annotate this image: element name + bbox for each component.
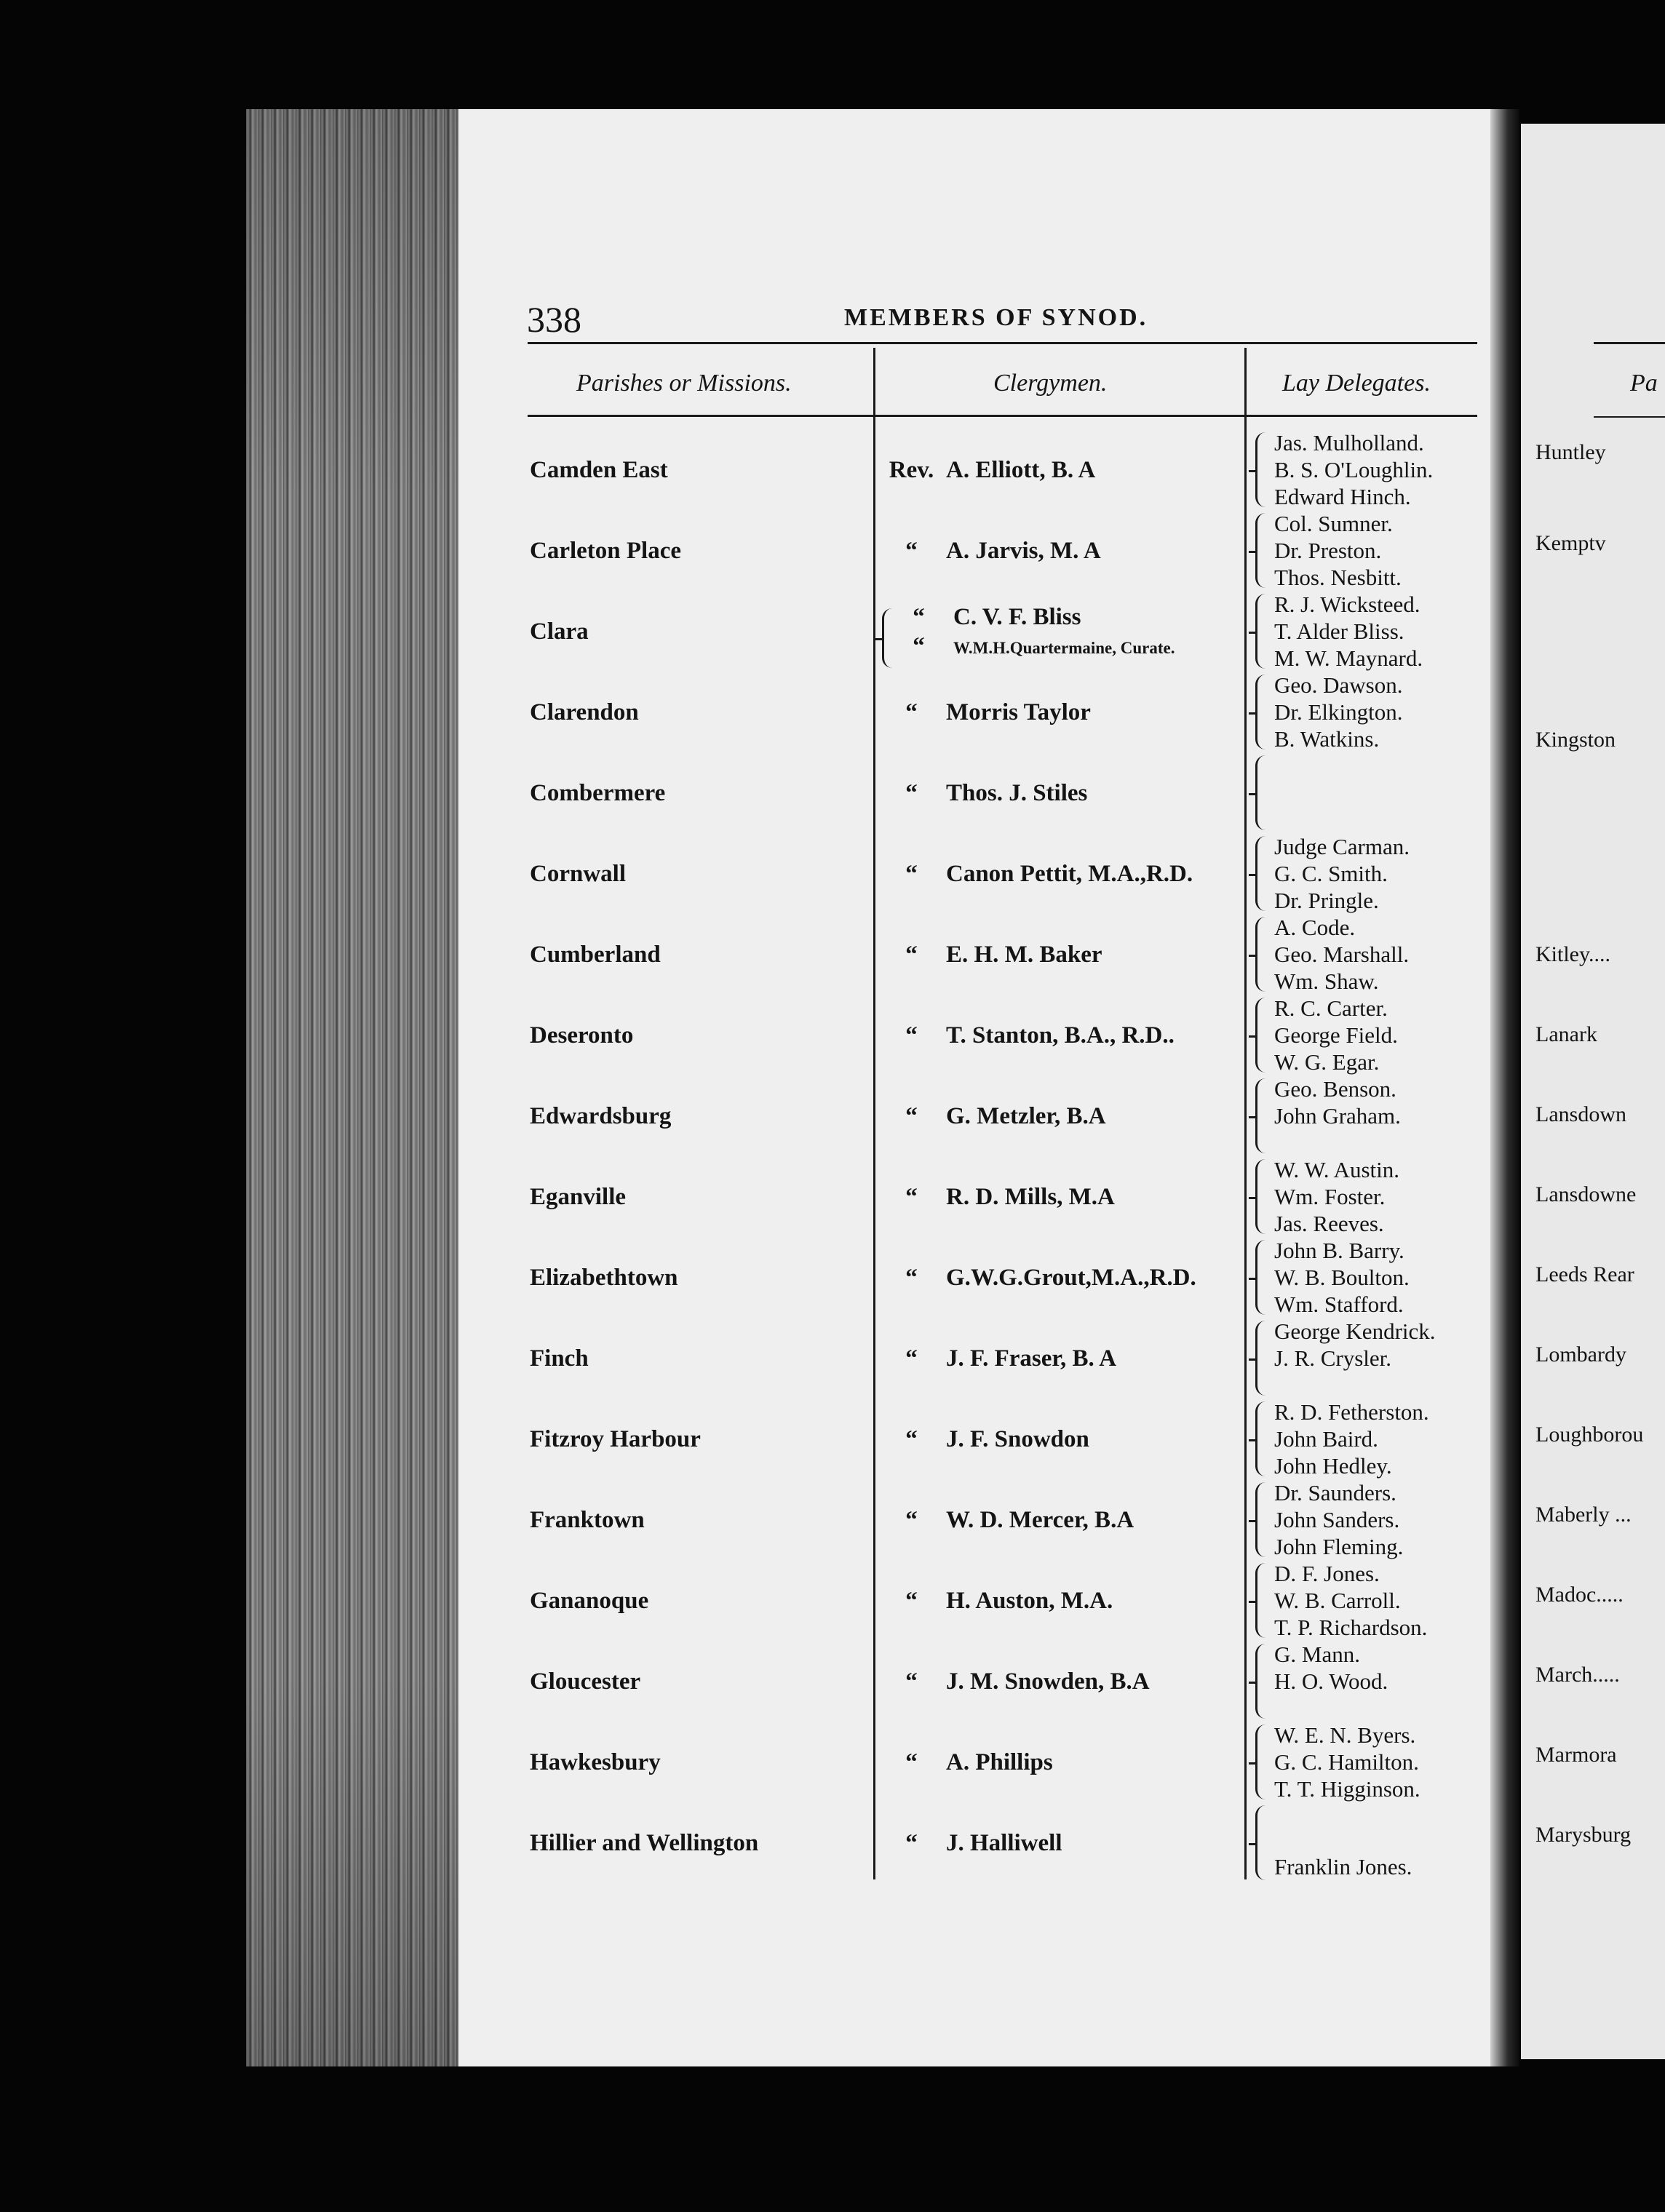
lay-delegate-group [1255, 1802, 1488, 1883]
clergy-prefix: “ [905, 942, 918, 968]
column-header-rule [528, 415, 1477, 417]
brace-icon [1255, 1321, 1269, 1396]
lay-delegate-name: John Graham. [1274, 1103, 1401, 1129]
clergy-prefix: “ [905, 538, 918, 564]
clergy-prefix: “ [905, 1265, 918, 1291]
page-edge-shadow [246, 109, 464, 2066]
clergy-name: R. D. Mills, M.A [946, 1184, 1119, 1210]
lay-delegate-group [1255, 1237, 1488, 1318]
adjacent-page-entry: Lansdowne [1535, 1182, 1637, 1206]
lay-delegate-name: Geo. Dawson. [1274, 672, 1403, 698]
lay-delegate-name: W. G. Egar. [1274, 1049, 1380, 1075]
clergy-entry [877, 1184, 1241, 1211]
parish-name: Clara [530, 618, 595, 645]
clergy-prefix: “ [913, 633, 925, 659]
adjacent-page-entry: March..... [1535, 1663, 1620, 1687]
clergy-entry [877, 1588, 1241, 1615]
lay-delegate-name: Col. Sumner. [1274, 511, 1393, 536]
parish-entry [530, 457, 872, 484]
clergy-name: G.W.G.Grout,M.A.,R.D. [946, 1265, 1201, 1291]
clergy-name: A. Jarvis, M. A [946, 538, 1105, 564]
column-header-clergymen: Clergymen. [993, 370, 1108, 397]
lay-delegate-group [1255, 995, 1488, 1075]
parish-entry [530, 1668, 872, 1695]
adjacent-page-rule-2 [1594, 416, 1665, 418]
parish-entry [530, 538, 872, 565]
clergy-name: E. H. M. Baker [946, 942, 1106, 968]
lay-delegate-name: John Sanders. [1274, 1507, 1400, 1532]
parish-entry [530, 780, 872, 807]
lay-delegate-name: Wm. Shaw. [1274, 968, 1379, 994]
clergy-name: W.M.H.Quartermaine, Curate. [953, 639, 1179, 657]
lay-delegate-name: G. Mann. [1274, 1642, 1360, 1667]
adjacent-page [1521, 124, 1665, 2059]
parish-name: Carleton Place [530, 538, 687, 564]
clergy-name: J. M. Snowden, B.A [946, 1668, 1154, 1695]
lay-delegate-name: Dr. Elkington. [1274, 699, 1403, 725]
lay-delegate-name: John B. Barry. [1274, 1238, 1404, 1263]
brace-icon [1255, 755, 1269, 830]
lay-delegate-group [1255, 510, 1488, 591]
lay-delegate-group [1255, 429, 1488, 510]
lay-delegate-name: B. Watkins. [1274, 726, 1380, 752]
adjacent-page-entry: Lombardy [1535, 1342, 1626, 1366]
brace-icon [1255, 1563, 1269, 1638]
clergy-entry [877, 699, 1241, 726]
lay-delegate-name: George Field. [1274, 1022, 1398, 1048]
parish-entry [530, 1022, 872, 1049]
brace-icon [1255, 836, 1269, 911]
lay-delegate-name: H. O. Wood. [1274, 1668, 1388, 1694]
column-header-parishes: Parishes or Missions. [576, 370, 792, 397]
adjacent-page-entry: Kemptv [1535, 531, 1606, 555]
lay-delegate-name: John Fleming. [1274, 1534, 1404, 1559]
clergy-entry [877, 538, 1241, 565]
clergy-entry [877, 780, 1241, 807]
adjacent-page-entry: Loughborou [1535, 1423, 1644, 1447]
lay-delegate-group [1255, 1560, 1488, 1641]
clergy-name: J. Halliwell [946, 1830, 1067, 1856]
lay-delegate-name: G. C. Smith. [1274, 861, 1388, 886]
adjacent-page-entry: Huntley [1535, 440, 1606, 464]
lay-delegate-name: R. D. Fetherston. [1274, 1399, 1429, 1425]
lay-delegate-name: D. F. Jones. [1274, 1561, 1380, 1586]
column-divider-2 [1244, 348, 1247, 1879]
parish-name: Clarendon [530, 699, 645, 725]
brace-icon [1255, 1482, 1269, 1557]
parish-entry [530, 861, 872, 888]
lay-delegate-name: W. B. Carroll. [1274, 1588, 1401, 1613]
clergy-prefix: “ [905, 699, 918, 725]
clergy-prefix: “ [905, 1749, 918, 1775]
brace-icon [1255, 1805, 1269, 1880]
parish-name: Gananoque [530, 1588, 654, 1614]
brace-icon [1255, 594, 1269, 669]
clergy-entry [877, 457, 1241, 484]
parish-entry [530, 942, 872, 968]
clergy-prefix: “ [913, 604, 925, 630]
lay-delegate-name: W. E. N. Byers. [1274, 1722, 1416, 1748]
clergy-prefix: Rev. [889, 457, 934, 483]
parish-entry [530, 618, 872, 645]
clergy-name: H. Auston, M.A. [946, 1588, 1117, 1614]
lay-delegate-name: G. C. Hamilton. [1274, 1749, 1419, 1775]
lay-delegate-group [1255, 1318, 1488, 1399]
clergy-entry [877, 1265, 1241, 1292]
clergy-prefix: “ [905, 1184, 918, 1210]
adjacent-page-entry: Madoc..... [1535, 1583, 1624, 1607]
lay-delegate-name: Dr. Pringle. [1274, 888, 1379, 913]
adjacent-page-entry: Maberly ... [1535, 1503, 1632, 1527]
lay-delegate-group [1255, 1399, 1488, 1479]
lay-delegate-name: Dr. Preston. [1274, 538, 1382, 563]
clergy-entry [877, 1345, 1241, 1372]
lay-delegate-group [1255, 1641, 1488, 1722]
running-head: MEMBERS OF SYNOD. [844, 304, 1148, 331]
lay-delegate-name: Thos. Nesbitt. [1274, 565, 1402, 590]
brace-icon [1255, 1401, 1269, 1476]
lay-delegate-name: W. W. Austin. [1274, 1157, 1399, 1182]
clergy-entry [877, 1749, 1241, 1776]
lay-delegate-name: Judge Carman. [1274, 834, 1410, 859]
lay-delegate-group [1255, 1075, 1488, 1156]
brace-icon [1255, 1644, 1269, 1719]
brace-icon [1255, 998, 1269, 1073]
column-divider-1 [873, 348, 875, 1879]
clergy-name: C. V. F. Bliss [953, 604, 1085, 630]
adjacent-page-entry: Kingston [1535, 728, 1616, 752]
clergy-name: J. F. Snowdon [946, 1426, 1094, 1452]
lay-delegate-name: George Kendrick. [1274, 1318, 1436, 1344]
clergy-entry [877, 1022, 1241, 1049]
lay-delegate-name: Geo. Marshall. [1274, 942, 1410, 967]
adjacent-page-entry: Leeds Rear [1535, 1262, 1634, 1286]
clergy-entry [877, 604, 1241, 631]
clergy-name: T. Stanton, B.A., R.D.. [946, 1022, 1179, 1049]
clergy-prefix: “ [905, 1345, 918, 1372]
clergy-entry [877, 1507, 1241, 1534]
parish-entry [530, 1588, 872, 1615]
clergy-name: Thos. J. Stiles [946, 780, 1092, 806]
parish-name: Hillier and Wellington [530, 1830, 764, 1856]
parish-name: Edwardsburg [530, 1103, 677, 1129]
lay-delegate-name: T. Alder Bliss. [1274, 618, 1404, 644]
clergy-name: Morris Taylor [946, 699, 1095, 725]
clergy-name: Canon Pettit, M.A.,R.D. [946, 861, 1197, 887]
lay-delegate-name: W. B. Boulton. [1274, 1265, 1410, 1290]
parish-name: Cornwall [530, 861, 632, 887]
clergy-entry [877, 942, 1241, 968]
parish-name: Cumberland [530, 942, 667, 968]
parish-name: Camden East [530, 457, 674, 483]
lay-delegate-group [1255, 591, 1488, 672]
parish-entry [530, 1265, 872, 1292]
brace-icon [1255, 1240, 1269, 1315]
clergy-name: G. Metzler, B.A [946, 1103, 1110, 1129]
lay-delegate-group [1255, 1156, 1488, 1237]
lay-delegate-name: Wm. Stafford. [1274, 1292, 1404, 1317]
parish-name: Gloucester [530, 1668, 646, 1695]
lay-delegate-group [1255, 752, 1488, 833]
clergy-prefix: “ [905, 1507, 918, 1533]
clergy-name: A. Elliott, B. A [946, 457, 1100, 483]
lay-delegate-group [1255, 672, 1488, 752]
adjacent-page-entry: Marmora [1535, 1743, 1617, 1767]
lay-delegate-name: J. R. Crysler. [1274, 1345, 1392, 1371]
clergy-prefix: “ [905, 1103, 918, 1129]
lay-delegate-name: John Baird. [1274, 1426, 1378, 1452]
clergy-prefix: “ [905, 1830, 918, 1856]
parish-entry [530, 1830, 872, 1857]
clergy-name: W. D. Mercer, B.A [946, 1507, 1138, 1533]
lay-delegate-name: T. T. Higginson. [1274, 1776, 1420, 1802]
brace-icon [1255, 1724, 1269, 1799]
lay-delegate-name: T. P. Richardson. [1274, 1615, 1428, 1640]
adjacent-page-rule [1594, 342, 1665, 344]
lay-delegate-name: John Hedley. [1274, 1453, 1392, 1479]
clergy-prefix: “ [905, 1668, 918, 1695]
lay-delegate-name: M. W. Maynard. [1274, 645, 1423, 671]
parish-entry [530, 1749, 872, 1776]
lay-delegate-group [1255, 1722, 1488, 1802]
lay-delegate-group [1255, 1479, 1488, 1560]
parish-name: Elizabethtown [530, 1265, 684, 1291]
lay-delegate-name: Jas. Reeves. [1274, 1211, 1384, 1236]
parish-entry [530, 699, 872, 726]
clergy-entry-curate [877, 633, 1241, 660]
adjacent-page-entry: Kitley.... [1535, 942, 1611, 966]
clergy-entry [877, 1426, 1241, 1453]
parish-entry [530, 1103, 872, 1130]
lay-delegate-name: Geo. Benson. [1274, 1076, 1396, 1102]
brace-icon [1255, 1078, 1269, 1153]
parish-name: Eganville [530, 1184, 632, 1210]
parish-name: Fitzroy Harbour [530, 1426, 707, 1452]
column-header-lay-delegates: Lay Delegates. [1282, 370, 1431, 397]
parish-name: Combermere [530, 780, 671, 806]
brace-icon [1255, 675, 1269, 749]
clergy-prefix: “ [905, 1022, 918, 1049]
clergy-prefix: “ [905, 1426, 918, 1452]
brace-icon [1255, 432, 1269, 507]
lay-delegate-name: Wm. Foster. [1274, 1184, 1386, 1209]
lay-delegate-name: R. C. Carter. [1274, 995, 1388, 1021]
parish-entry [530, 1426, 872, 1453]
lay-delegate-name: A. Code. [1274, 915, 1356, 940]
parish-entry [530, 1507, 872, 1534]
clergy-entry [877, 861, 1241, 888]
lay-delegate-name: Edward Hinch. [1274, 484, 1411, 509]
clergy-prefix: “ [905, 780, 918, 806]
brace-icon [1255, 917, 1269, 992]
clergy-prefix: “ [905, 1588, 918, 1614]
lay-delegate-name: Jas. Mulholland. [1274, 430, 1424, 455]
lay-delegate-group [1255, 833, 1488, 914]
clergy-name: A. Phillips [946, 1749, 1057, 1775]
clergy-entry [877, 1668, 1241, 1695]
lay-delegate-name: Dr. Saunders. [1274, 1480, 1396, 1505]
page-number: 338 [527, 299, 581, 340]
lay-delegate-name: Franklin Jones. [1274, 1854, 1412, 1879]
clergy-name: J. F. Fraser, B. A [946, 1345, 1121, 1372]
clergy-entry [877, 1103, 1241, 1130]
lay-delegate-name: B. S. O'Loughlin. [1274, 457, 1434, 482]
adjacent-page-entry: Marysburg [1535, 1823, 1632, 1847]
brace-icon [1255, 1159, 1269, 1234]
clergy-entry [877, 1830, 1241, 1857]
adjacent-page-header: Pa [1630, 370, 1658, 397]
parish-name: Deseronto [530, 1022, 639, 1049]
parish-name: Finch [530, 1345, 595, 1372]
clergy-prefix: “ [905, 861, 918, 887]
header-rule [528, 342, 1477, 344]
parish-name: Hawkesbury [530, 1749, 667, 1775]
lay-delegate-name: R. J. Wicksteed. [1274, 592, 1420, 617]
parish-name: Franktown [530, 1507, 651, 1533]
brace-icon [1255, 513, 1269, 588]
adjacent-page-entry: Lanark [1535, 1022, 1597, 1046]
parish-entry [530, 1345, 872, 1372]
lay-delegate-group [1255, 914, 1488, 995]
adjacent-page-entry: Lansdown [1535, 1102, 1626, 1126]
parish-entry [530, 1184, 872, 1211]
